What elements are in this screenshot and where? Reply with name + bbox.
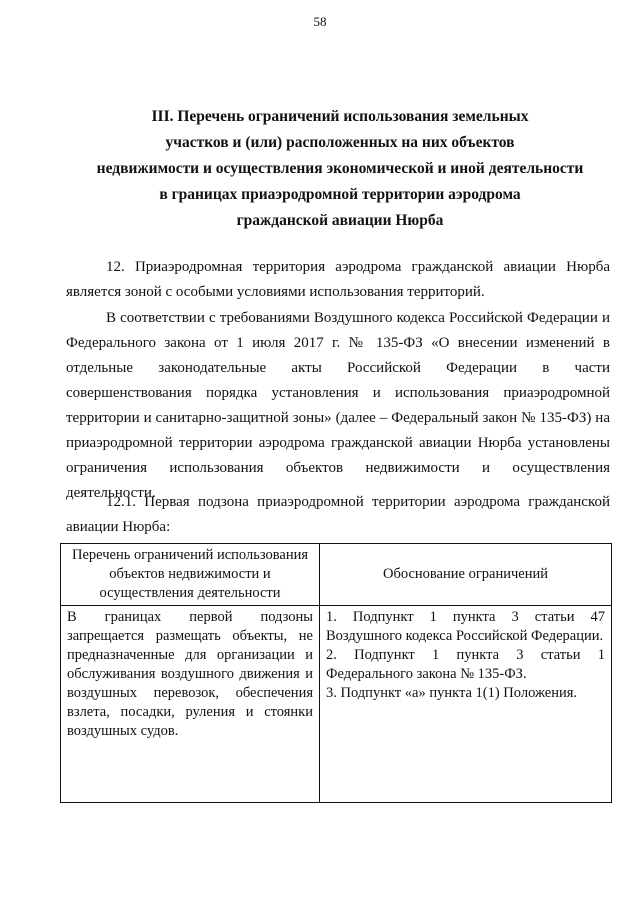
table-header-restrictions: Перечень ограничений использования объектов недвижимости и осуществления деятельности [61,544,320,606]
paragraph-12 [66,255,610,305]
justification-item: 2. Подпункт 1 пункта 3 статьи 1 Федерального закона № 135-ФЗ. [326,647,605,682]
table-header-row [61,544,612,606]
heading-line: гражданской авиации Нюрба [236,212,444,229]
restrictions-table [60,543,612,803]
table-row [61,606,612,803]
page-number: 58 [313,14,327,29]
paragraph-text: 12. Приаэродромная территория аэродрома гражданской авиации Нюрба является зоной с особыми условиями использования территорий. [66,259,610,300]
heading-line: III. Перечень ограничений использования земельных [151,108,529,125]
paragraph-legal-basis [66,306,610,506]
table-header-justification: Обоснование ограничений [320,544,612,606]
justification-item: 3. Подпункт «а» пункта 1(1) Положения. [326,685,578,701]
paragraph-12-1 [66,490,610,540]
section-heading [70,104,610,234]
heading-line: в границах приаэродромной территории аэродрома [159,186,521,203]
table-cell-justification [320,606,612,803]
heading-line: недвижимости и осуществления экономической и иной деятельности [96,160,584,177]
heading-line: участков и (или) расположенных на них объектов [165,134,515,151]
paragraph-text: 12.1. Первая подзона приаэродромной территории аэродрома гражданской авиации Нюрба: [66,494,610,535]
justification-item: 1. Подпункт 1 пункта 3 статьи 47 Воздушного кодекса Российской Федерации. [326,609,605,644]
paragraph-text: В соответствии с требованиями Воздушного кодекса Российской Федерации и Федерального закона от 1 июля 2017 г. № 135-ФЗ «О внесении изменений в отдельные законодательные акты Российской Федерации в части совершенствования порядка установления и использования приаэродромной территории и санитарно-защитной зоны» (далее – Федеральный закон № 135-ФЗ) на приаэродромной территории аэродрома гражданской авиации Нюрба установлены ограничения использования объектов недвижимости и осуществления деятельности. [66,310,610,501]
table-cell-restriction: В границах первой подзоны запрещается размещать объекты, не предназначенные для организации и обслуживания воздушного движения и воздушных перевозок, обеспечения взлета, посадки, руления и стоянки воздушных судов. [61,606,320,803]
